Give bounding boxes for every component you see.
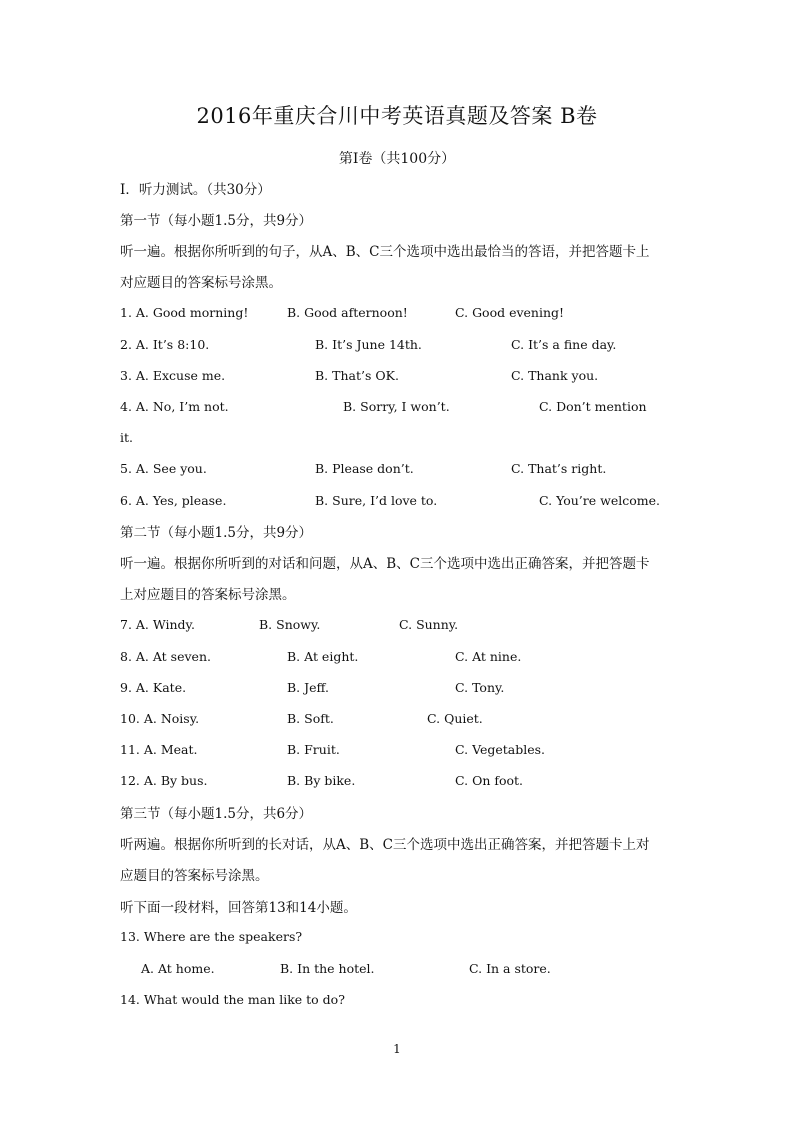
instruction-text: 听两遍。根据你所听到的长对话，从A、B、C三个选项中选出正确答案，并把答题卡上对	[120, 837, 650, 853]
question-option: C. In a store.	[469, 961, 551, 976]
question-option: 11. A. Meat.	[120, 742, 198, 757]
question-option: B. Sorry, I won’t.	[343, 399, 450, 414]
question-option: 5. A. See you.	[120, 461, 207, 476]
question-option: B. It’s June 14th.	[315, 337, 422, 352]
question-option: C. It’s a fine day.	[511, 337, 617, 352]
question-option: 2. A. It’s 8:10.	[120, 337, 210, 352]
question-option: C. Tony.	[455, 680, 505, 695]
question-option: B. In the hotel.	[280, 961, 375, 976]
part-heading: I．听力测试。（共30分）	[120, 182, 271, 198]
section-heading: 第一节（每小题1.5分，共9分）	[120, 213, 313, 229]
question-option: C. At nine.	[455, 649, 522, 664]
question-option: 8. A. At seven.	[120, 649, 211, 664]
question-option: B. Sure, I’d love to.	[315, 493, 438, 508]
question-option: C. On foot.	[455, 773, 524, 788]
question-option: B. Please don’t.	[315, 461, 414, 476]
page-title: 2016年重庆合川中考英语真题及答案 B卷	[196, 104, 598, 128]
question-option: 3. A. Excuse me.	[120, 368, 226, 383]
question-option: C. You’re welcome.	[539, 493, 660, 508]
question-option: B. Snowy.	[259, 617, 321, 632]
question-option: C. Vegetables.	[455, 742, 546, 757]
question-option: B. That’s OK.	[315, 368, 399, 383]
question-option: B. By bike.	[287, 773, 356, 788]
question-option-continued: it.	[120, 430, 133, 445]
question-option: A. At home.	[141, 961, 215, 976]
question-option: 9. A. Kate.	[120, 680, 187, 695]
question-option: C. Thank you.	[511, 368, 599, 383]
question-option: C. Good evening!	[455, 305, 565, 320]
question-option: 4. A. No, I’m not.	[120, 399, 229, 414]
question-option: 10. A. Noisy.	[120, 711, 200, 726]
question-stem: 13. Where are the speakers?	[120, 929, 303, 944]
question-option: B. Jeff.	[287, 680, 329, 695]
question-option: C. Sunny.	[399, 617, 459, 632]
question-option: B. Soft.	[287, 711, 334, 726]
instruction-text: 上对应题目的答案标号涂黑。	[120, 587, 296, 603]
question-option: B. At eight.	[287, 649, 359, 664]
instruction-text: 听一遍。根据你所听到的对话和问题，从A、B、C三个选项中选出正确答案，并把答题卡	[120, 556, 650, 572]
question-option: C. That’s right.	[511, 461, 607, 476]
question-option: 1. A. Good morning!	[120, 305, 249, 320]
section-heading: 第二节（每小题1.5分，共9分）	[120, 525, 313, 541]
question-option: 12. A. By bus.	[120, 773, 208, 788]
question-option: B. Good afternoon!	[287, 305, 408, 320]
question-option: C. Don’t mention	[539, 399, 647, 414]
question-option: 6. A. Yes, please.	[120, 493, 227, 508]
page-subtitle: 第I卷（共100分）	[338, 151, 456, 167]
instruction-text: 应题目的答案标号涂黑。	[120, 868, 269, 884]
question-stem: 14. What would the man like to do?	[120, 992, 345, 1007]
instruction-text: 听一遍。根据你所听到的句子，从A、B、C三个选项中选出最恰当的答语，并把答题卡上	[120, 244, 650, 260]
material-instruction: 听下面一段材料，回答第13和14小题。	[120, 900, 357, 916]
question-option: B. Fruit.	[287, 742, 340, 757]
question-option: C. Quiet.	[427, 711, 483, 726]
section-heading: 第三节（每小题1.5分，共6分）	[120, 806, 313, 822]
page-number: 1	[393, 1042, 401, 1056]
instruction-text: 对应题目的答案标号涂黑。	[120, 275, 282, 291]
question-option: 7. A. Windy.	[120, 617, 195, 632]
